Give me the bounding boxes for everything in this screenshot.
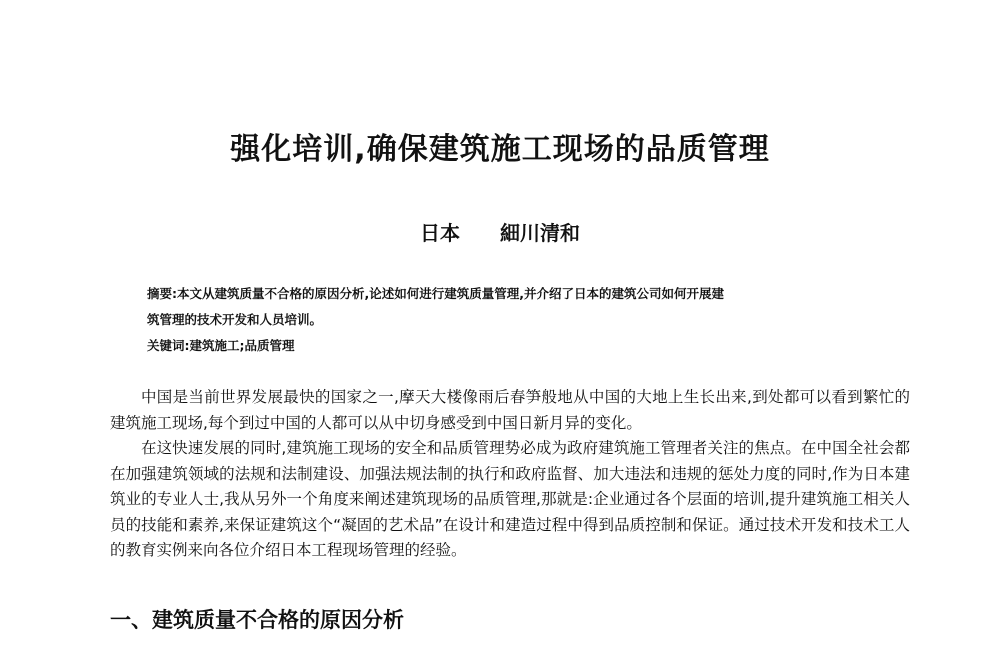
- author-country: 日本: [420, 221, 460, 245]
- abstract-text-2: 筑管理的技术开发和人员培训。: [147, 312, 323, 327]
- section-heading: 一、建筑质量不合格的原因分析: [110, 608, 404, 632]
- author-line: [0, 217, 1000, 246]
- paragraph-1: 中国是当前世界发展最快的国家之一,摩天大楼像雨后春笋般地从中国的大地上生长出来,到处都可以看到繁忙的建筑施工现场,每个到过中国的人都可以从中切身感受到中国日新月异的变化。: [110, 388, 910, 432]
- author-name: 細川清和: [500, 221, 580, 245]
- keywords-line: [147, 333, 887, 359]
- keywords-label: 关键词:: [147, 338, 190, 353]
- keywords-text: 建筑施工;品质管理: [189, 338, 295, 353]
- paragraph-2: 在这快速发展的同时,建筑施工现场的安全和品质管理势必成为政府建筑施工管理者关注的焦点。在中国全社会都在加强建筑领域的法规和法制建设、加强法规法制的执行和政府监督、加大违法和违规的惩处力度的同时,作为日本建筑业的专业人士,我从另外一个角度来阐述建筑现场的品质管理,那就是:企业通过各个层面的培训,提升建筑施工相关人员的技能和素养,来保证建筑这个“凝固的艺术品”在设计和建造过程中得到品质控制和保证。通过技术开发和技术工人的教育实例来向各位介绍日本工程现场管理的经验。: [110, 439, 910, 559]
- abstract-label: 摘要:: [147, 286, 177, 301]
- abstract-line-1: [147, 281, 887, 307]
- body-text: [110, 385, 910, 564]
- paper-title: 强化培训,确保建筑施工现场的品质管理: [230, 132, 770, 167]
- abstract-text-1: 本文从建筑质量不合格的原因分析,论述如何进行建筑质量管理,并介绍了日本的建筑公司如何开展建: [177, 286, 724, 301]
- abstract-block: [147, 281, 887, 359]
